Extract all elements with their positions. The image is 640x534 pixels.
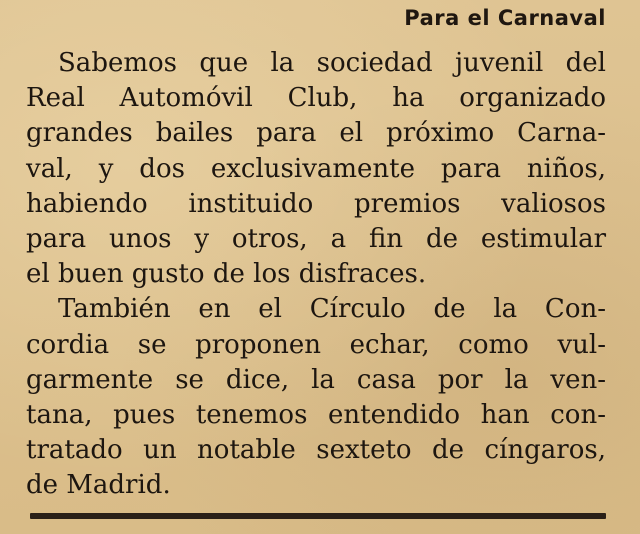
article-body — [26, 46, 606, 503]
text-line: tana, pues tenemos entendido han con- — [26, 399, 606, 430]
text-line: garmente se dice, la casa por la ven- — [26, 364, 606, 395]
text-line: habiendo instituido premios valiosos — [26, 188, 606, 219]
divider-rule — [30, 513, 606, 519]
text-line: val, y dos exclusivamente para niños, — [26, 153, 606, 184]
text-line: grandes bailes para el próximo Carna- — [26, 118, 606, 149]
text-line: el buen gusto de los disfraces. — [26, 259, 427, 290]
article-paragraph-1 — [26, 46, 606, 292]
text-line: También en el Círculo de la Con- — [58, 294, 606, 325]
text-line: de Madrid. — [26, 470, 171, 501]
text-line: Real Automóvil Club, ha organizado — [26, 83, 606, 114]
text-line: cordia se proponen echar, como vul- — [26, 329, 606, 360]
text-line: tratado un notable sexteto de cíngaros, — [26, 435, 606, 466]
text-line: para unos y otros, a fin de estimular — [26, 223, 606, 254]
text-line: Sabemos que la sociedad juvenil del — [58, 48, 606, 78]
article-paragraph-2 — [26, 292, 606, 503]
article-heading: Para el Carnaval — [404, 6, 606, 30]
